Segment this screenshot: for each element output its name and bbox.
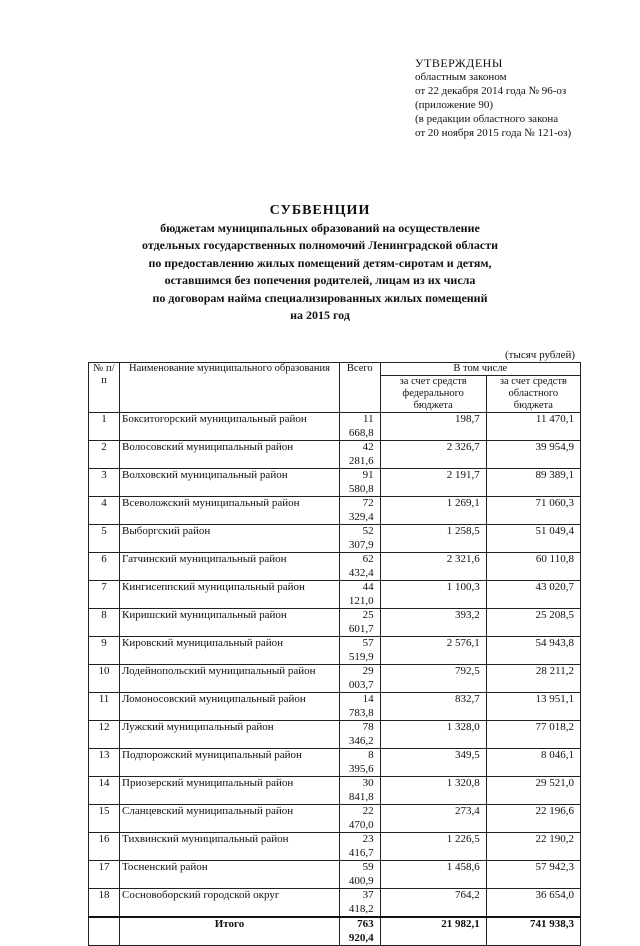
header-name: Наименование муниципального образования — [120, 363, 340, 413]
row-total: 78 346,2 — [340, 721, 381, 749]
row-regional: 11 470,1 — [486, 413, 580, 441]
table-row — [89, 693, 581, 721]
row-federal: 832,7 — [380, 693, 486, 721]
total-regional: 741 938,3 — [486, 917, 580, 946]
row-federal: 1 320,8 — [380, 777, 486, 805]
title-line: по предоставлению жилых помещений детям-сиротам и детям, — [148, 255, 492, 270]
approval-line: (в редакции областного закона — [415, 113, 559, 125]
title-line: на 2015 год — [290, 308, 350, 322]
row-num: 6 — [89, 553, 120, 581]
row-num: 16 — [89, 833, 120, 861]
table-row — [89, 441, 581, 469]
row-federal: 1 458,6 — [380, 861, 486, 889]
table-body — [89, 413, 581, 918]
row-num: 2 — [89, 441, 120, 469]
row-total: 23 416,7 — [340, 833, 381, 861]
total-row — [89, 917, 581, 946]
table-row — [89, 721, 581, 749]
table-row — [89, 777, 581, 805]
approval-line: областным законом — [415, 71, 507, 83]
row-num: 10 — [89, 665, 120, 693]
row-regional: 39 954,9 — [486, 441, 580, 469]
row-federal: 2 326,7 — [380, 441, 486, 469]
row-federal: 273,4 — [380, 805, 486, 833]
row-name: Кировский муниципальный район — [120, 637, 340, 665]
row-federal: 1 100,3 — [380, 581, 486, 609]
row-num: 11 — [89, 693, 120, 721]
row-federal: 1 258,5 — [380, 525, 486, 553]
row-name: Волховский муниципальный район — [120, 469, 340, 497]
header-total: Всего — [340, 363, 381, 413]
row-total: 22 470,0 — [340, 805, 381, 833]
row-regional: 25 208,5 — [486, 609, 580, 637]
title-line: бюджетам муниципальных образований на осуществление — [160, 220, 480, 235]
row-federal: 349,5 — [380, 749, 486, 777]
row-federal: 1 226,5 — [380, 833, 486, 861]
row-total: 14 783,8 — [340, 693, 381, 721]
row-name: Лодейнопольский муниципальный район — [120, 665, 340, 693]
row-name: Ломоносовский муниципальный район — [120, 693, 340, 721]
row-total: 11 668,8 — [340, 413, 381, 441]
row-total: 62 432,4 — [340, 553, 381, 581]
table-row — [89, 833, 581, 861]
row-regional: 60 110,8 — [486, 553, 580, 581]
total-sum: 763 920,4 — [340, 917, 381, 946]
row-federal: 2 576,1 — [380, 637, 486, 665]
row-total: 72 329,4 — [340, 497, 381, 525]
row-name: Выборгский район — [120, 525, 340, 553]
table-row — [89, 637, 581, 665]
row-name: Киришский муниципальный район — [120, 609, 340, 637]
row-num: 7 — [89, 581, 120, 609]
row-num: 15 — [89, 805, 120, 833]
row-federal: 2 191,7 — [380, 469, 486, 497]
row-regional: 89 389,1 — [486, 469, 580, 497]
header-num: № п/п — [89, 363, 120, 413]
row-regional: 29 521,0 — [486, 777, 580, 805]
row-num: 13 — [89, 749, 120, 777]
row-num: 8 — [89, 609, 120, 637]
row-total: 29 003,7 — [340, 665, 381, 693]
row-num: 9 — [89, 637, 120, 665]
row-federal: 198,7 — [380, 413, 486, 441]
row-name: Волосовский муниципальный район — [120, 441, 340, 469]
row-num: 3 — [89, 469, 120, 497]
row-total: 52 307,9 — [340, 525, 381, 553]
approval-stamp — [415, 56, 571, 140]
row-num: 1 — [89, 413, 120, 441]
title-main: СУБВЕНЦИИ — [269, 203, 371, 218]
row-federal: 764,2 — [380, 889, 486, 918]
row-regional: 77 018,2 — [486, 721, 580, 749]
row-regional: 13 951,1 — [486, 693, 580, 721]
row-total: 57 519,9 — [340, 637, 381, 665]
row-regional: 54 943,8 — [486, 637, 580, 665]
title-line: по договорам найма специализированных жилых помещений — [152, 290, 488, 305]
table-row — [89, 665, 581, 693]
document-title — [0, 202, 640, 325]
approval-line: УТВЕРЖДЕНЫ — [415, 56, 503, 70]
row-regional: 22 196,6 — [486, 805, 580, 833]
row-total: 59 400,9 — [340, 861, 381, 889]
header-regional: за счет средств областного бюджета — [486, 376, 580, 413]
row-num: 18 — [89, 889, 120, 918]
row-name: Бокситогорский муниципальный район — [120, 413, 340, 441]
row-num: 17 — [89, 861, 120, 889]
units-label: (тысяч рублей) — [505, 349, 576, 361]
row-num: 12 — [89, 721, 120, 749]
row-name: Тихвинский муниципальный район — [120, 833, 340, 861]
row-name: Кингисеппский муниципальный район — [120, 581, 340, 609]
row-total: 91 580,8 — [340, 469, 381, 497]
row-federal: 1 328,0 — [380, 721, 486, 749]
row-total: 44 121,0 — [340, 581, 381, 609]
row-regional: 57 942,3 — [486, 861, 580, 889]
table-row — [89, 609, 581, 637]
approval-line: от 20 ноября 2015 года № 121-оз) — [415, 127, 572, 139]
table-row — [89, 805, 581, 833]
row-name: Сланцевский муниципальный район — [120, 805, 340, 833]
table-row — [89, 581, 581, 609]
row-num: 14 — [89, 777, 120, 805]
row-regional: 22 190,2 — [486, 833, 580, 861]
total-federal: 21 982,1 — [380, 917, 486, 946]
header-incl: В том числе — [380, 363, 580, 376]
approval-line: (приложение 90) — [415, 99, 494, 111]
row-name: Гатчинский муниципальный район — [120, 553, 340, 581]
row-regional: 43 020,7 — [486, 581, 580, 609]
header-federal: за счет средств федерального бюджета — [380, 376, 486, 413]
row-name: Тосненский район — [120, 861, 340, 889]
row-num: 4 — [89, 497, 120, 525]
table-row — [89, 749, 581, 777]
row-regional: 51 049,4 — [486, 525, 580, 553]
row-federal: 393,2 — [380, 609, 486, 637]
total-label: Итого — [120, 917, 340, 946]
row-federal: 1 269,1 — [380, 497, 486, 525]
row-federal: 2 321,6 — [380, 553, 486, 581]
row-total: 8 395,6 — [340, 749, 381, 777]
title-line: отдельных государственных полномочий Ленинградской области — [141, 238, 499, 252]
row-num: 5 — [89, 525, 120, 553]
row-regional: 8 046,1 — [486, 749, 580, 777]
row-regional: 28 211,2 — [486, 665, 580, 693]
row-name: Подпорожский муниципальный район — [120, 749, 340, 777]
table-row — [89, 497, 581, 525]
table-row — [89, 861, 581, 889]
approval-line: от 22 декабря 2014 года № 96-оз — [415, 85, 567, 97]
total-num — [89, 917, 120, 946]
row-federal: 792,5 — [380, 665, 486, 693]
row-name: Приозерский муниципальный район — [120, 777, 340, 805]
title-line: оставшимся без попечения родителей, лицам из их числа — [164, 273, 476, 287]
row-total: 37 418,2 — [340, 889, 381, 918]
row-name: Всеволожский муниципальный район — [120, 497, 340, 525]
subsidies-table — [88, 362, 581, 946]
table-row — [89, 469, 581, 497]
table-row — [89, 525, 581, 553]
table-row — [89, 413, 581, 441]
table-row — [89, 553, 581, 581]
row-regional: 71 060,3 — [486, 497, 580, 525]
row-name: Сосновоборский городской округ — [120, 889, 340, 918]
row-total: 30 841,8 — [340, 777, 381, 805]
row-total: 25 601,7 — [340, 609, 381, 637]
row-name: Лужский муниципальный район — [120, 721, 340, 749]
row-total: 42 281,6 — [340, 441, 381, 469]
table-row — [89, 889, 581, 918]
row-regional: 36 654,0 — [486, 889, 580, 918]
